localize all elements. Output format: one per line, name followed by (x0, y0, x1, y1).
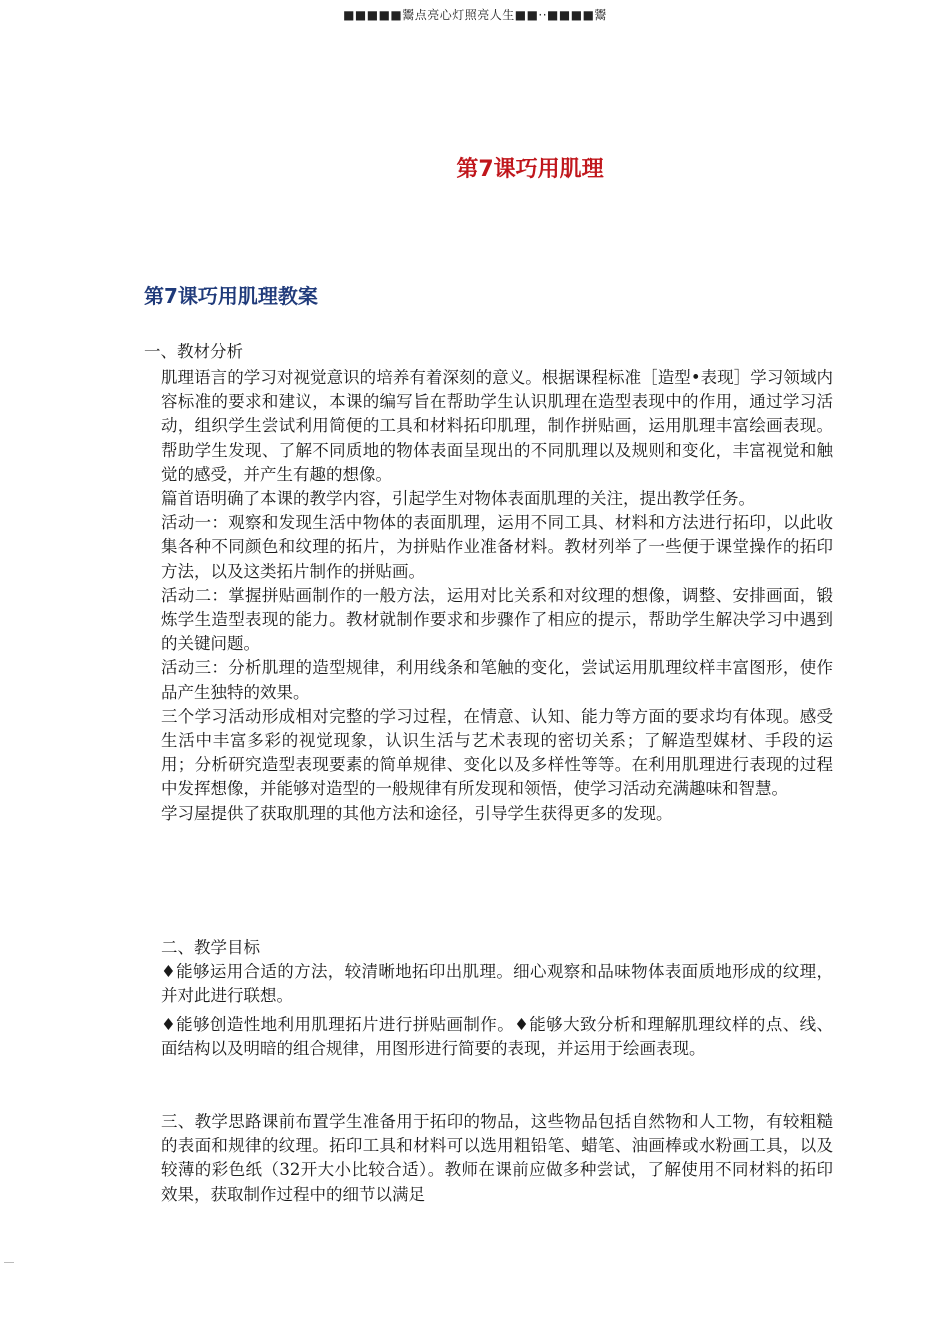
section-body-approach (161, 1110, 833, 1207)
paragraph: 三、教学思路课前布置学生准备用于拓印的物品，这些物品包括自然物和人工物，有较粗糙的表面和规律的纹理。拓印工具和材料可以选用粗铅笔、蜡笔、油画棒或水粉画工具，以及较薄的彩色纸（32开大小比较合适）。教师在课前应做多种尝试，了解使用不同材料的拓印效果，获取制作过程中的细节以满足 (161, 1112, 833, 1204)
paragraph: 活动二：掌握拼贴画制作的一般方法，运用对比关系和对纹理的想像，调整、安排画面，锻炼学生造型表现的能力。教材就制作要求和步骤作了相应的提示，帮助学生解决学习中遇到的关键问题。 (161, 585, 833, 654)
section-heading-analysis: 一、教材分析 (144, 342, 243, 361)
objective-item: ♦能够运用合适的方法，较清晰地拓印出肌理。细心观察和品味物体表面质地形成的纹理，并对此进行联想。 (161, 962, 833, 1006)
section-body-analysis (161, 366, 833, 826)
paragraph: 活动一：观察和发现生活中物体的表面肌理，运用不同工具、材料和方法进行拓印，以此收集各种不同颜色和纹理的拓片，为拼贴作业准备材料。教材列举了一些便于课堂操作的拓印方法，以及这类拓片制作的拼贴画。 (161, 513, 833, 581)
section-body-objectives (161, 936, 833, 1061)
page-title: 第7课巧用肌理 (456, 157, 604, 182)
paragraph: 活动三：分析肌理的造型规律，利用线条和笔触的变化，尝试运用肌理纹样丰富图形，使作品产生独特的效果。 (161, 658, 833, 702)
page-corner-mark (4, 1262, 14, 1263)
paragraph: 肌理语言的学习对视觉意识的培养有着深刻的意义。根据课程标准［造型•表现］学习领域内容标准的要求和建议，本课的编写旨在帮助学生认识肌理在造型表现中的作用，通过学习活动，组织学生尝试利用简便的工具和材料拓印肌理，制作拼贴画，运用肌理丰富绘画表现。帮助学生发现、了解不同质地的物体表面呈现出的不同肌理以及规则和变化，丰富视觉和触觉的感受，并产生有趣的想像。 (161, 368, 833, 484)
lesson-plan-title: 第7课巧用肌理教案 (144, 284, 318, 308)
objective-item: ♦能够创造性地利用肌理拓片进行拼贴画制作。♦能够大致分析和理解肌理纹样的点、线、面结构以及明暗的组合规律，用图形进行简要的表现，并运用于绘画表现。 (161, 1014, 833, 1058)
section-heading-objectives: 二、教学目标 (161, 938, 260, 957)
page-header: ■■■■■鬻点亮心灯照亮人生■■··■■■■鬻 (343, 8, 607, 22)
paragraph: 三个学习活动形成相对完整的学习过程，在情意、认知、能力等方面的要求均有体现。感受生活中丰富多彩的视觉现象，认识生活与艺术表现的密切关系；了解造型媒材、手段的运用；分析研究造型表现要素的简单规律、变化以及多样性等等。在利用肌理进行表现的过程中发挥想像，并能够对造型的一般规律有所发现和领悟，使学习活动充满趣味和智慧。 (161, 706, 833, 799)
paragraph: 学习屋提供了获取肌理的其他方法和途径，引导学生获得更多的发现。 (161, 803, 673, 823)
paragraph: 篇首语明确了本课的教学内容，引起学生对物体表面肌理的关注，提出教学任务。 (161, 489, 755, 509)
